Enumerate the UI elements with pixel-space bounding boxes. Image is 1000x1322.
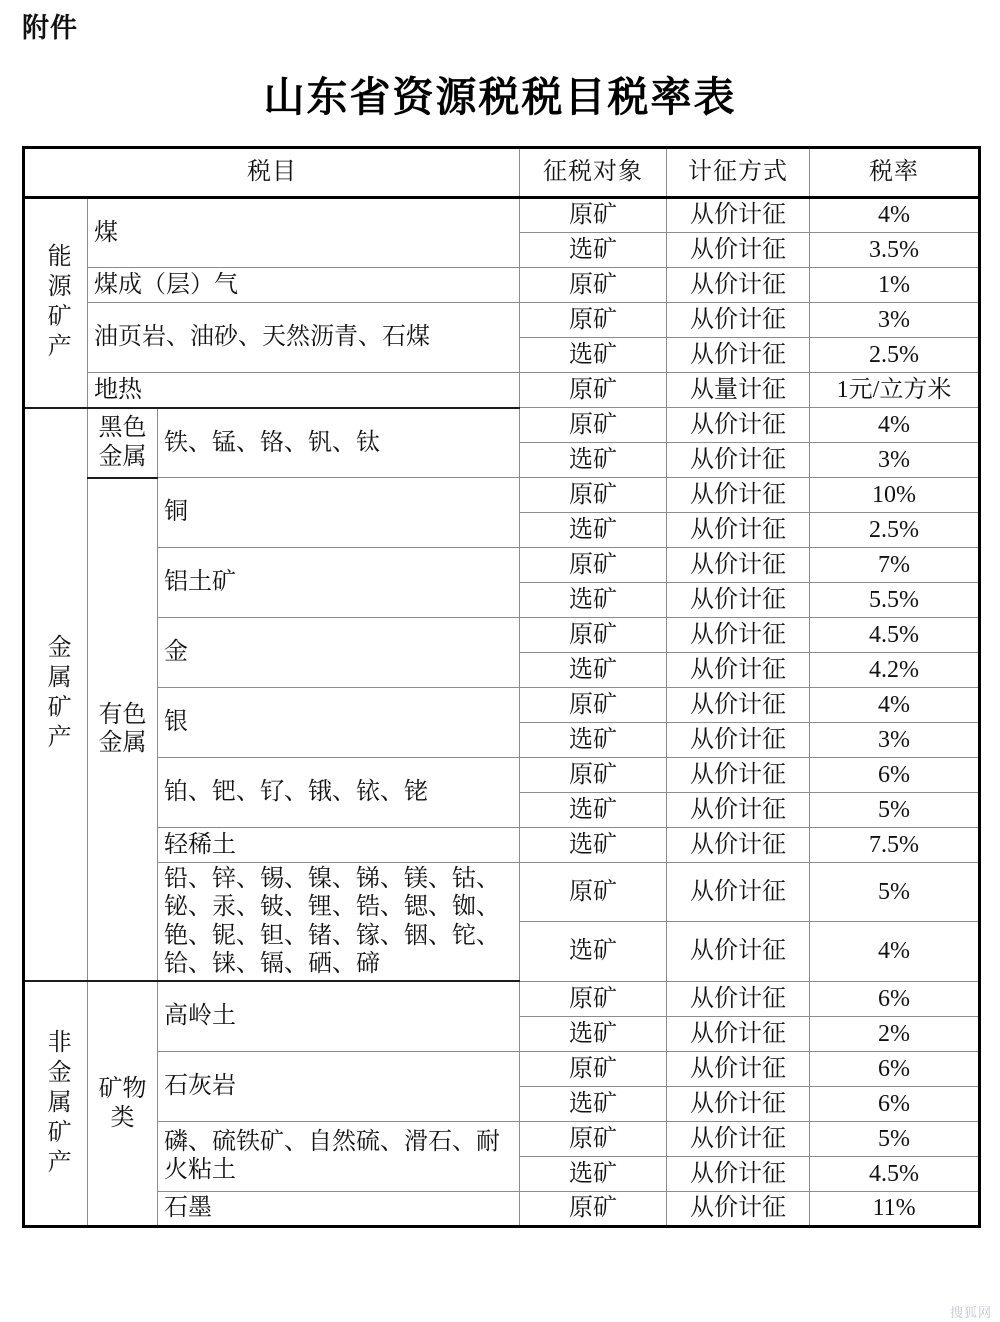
tax-object-cell: 原矿	[520, 618, 667, 653]
tax-rate-cell: 3%	[810, 723, 980, 758]
tax-rate-cell: 4%	[810, 408, 980, 443]
tax-rate-cell: 4%	[810, 688, 980, 723]
levy-method-cell: 从价计征	[667, 1191, 810, 1226]
tax-item-cell: 轻稀土	[158, 828, 520, 863]
category-cell: 能源矿产	[24, 198, 88, 408]
tax-item-cell: 铂、钯、钌、锇、铱、铑	[158, 758, 520, 828]
levy-method-cell: 从价计征	[667, 1121, 810, 1156]
levy-method-cell: 从价计征	[667, 723, 810, 758]
levy-method-cell: 从价计征	[667, 443, 810, 478]
site-watermark: 搜狐网	[949, 1306, 992, 1321]
tax-object-cell: 原矿	[520, 688, 667, 723]
tax-object-cell: 选矿	[520, 513, 667, 548]
tax-rate-cell: 5%	[810, 793, 980, 828]
tax-object-cell: 原矿	[520, 1051, 667, 1086]
tax-item-cell: 磷、硫铁矿、自然硫、滑石、耐火粘土	[158, 1121, 520, 1191]
tax-object-cell: 选矿	[520, 1016, 667, 1051]
levy-method-cell: 从价计征	[667, 303, 810, 338]
table-row	[24, 618, 980, 653]
tax-object-cell: 选矿	[520, 1156, 667, 1191]
levy-method-cell: 从价计征	[667, 1156, 810, 1191]
levy-method-cell: 从价计征	[667, 1051, 810, 1086]
tax-item-cell: 煤成（层）气	[88, 268, 520, 303]
levy-method-cell: 从价计征	[667, 758, 810, 793]
tax-item-cell: 金	[158, 618, 520, 688]
tax-rate-cell: 4.5%	[810, 1156, 980, 1191]
category-cell: 非金属矿产	[24, 981, 88, 1226]
tax-object-cell: 选矿	[520, 723, 667, 758]
levy-method-cell: 从价计征	[667, 688, 810, 723]
tax-object-cell: 选矿	[520, 793, 667, 828]
tax-item-cell: 铅、锌、锡、镍、锑、镁、钴、铋、汞、铍、锂、锆、锶、铷、铯、铌、钽、锗、镓、铟、铊、铪、铼、镉、硒、碲	[158, 863, 520, 982]
tax-rate-cell: 7%	[810, 548, 980, 583]
table-row	[24, 688, 980, 723]
subcategory-cell: 有色金属	[88, 478, 158, 982]
tax-rate-cell: 5%	[810, 1121, 980, 1156]
tax-rate-cell: 1元/立方米	[810, 373, 980, 408]
tax-object-cell: 原矿	[520, 981, 667, 1016]
levy-method-cell: 从价计征	[667, 981, 810, 1016]
levy-method-cell: 从价计征	[667, 793, 810, 828]
attachment-label: 附件	[22, 13, 78, 44]
levy-method-cell: 从价计征	[667, 548, 810, 583]
levy-method-cell: 从价计征	[667, 583, 810, 618]
levy-method-cell: 从价计征	[667, 1086, 810, 1121]
levy-method-cell: 从价计征	[667, 268, 810, 303]
levy-method-cell: 从价计征	[667, 828, 810, 863]
levy-method-cell: 从量计征	[667, 373, 810, 408]
tax-rate-cell: 6%	[810, 1051, 980, 1086]
header-tax-item: 税目	[24, 148, 520, 198]
tax-object-cell: 选矿	[520, 583, 667, 618]
tax-rate-cell: 4.5%	[810, 618, 980, 653]
table-row	[24, 863, 980, 922]
tax-rate-cell: 4%	[810, 198, 980, 233]
tax-object-cell: 选矿	[520, 233, 667, 268]
table-row	[24, 1051, 980, 1086]
levy-method-cell: 从价计征	[667, 618, 810, 653]
tax-rate-cell: 4.2%	[810, 653, 980, 688]
tax-rate-cell: 3%	[810, 303, 980, 338]
tax-object-cell: 原矿	[520, 478, 667, 513]
tax-object-cell: 原矿	[520, 268, 667, 303]
tax-item-cell: 银	[158, 688, 520, 758]
tax-object-cell: 原矿	[520, 758, 667, 793]
tax-rate-cell: 10%	[810, 478, 980, 513]
levy-method-cell: 从价计征	[667, 513, 810, 548]
levy-method-cell: 从价计征	[667, 1016, 810, 1051]
tax-object-cell: 选矿	[520, 443, 667, 478]
levy-method-cell: 从价计征	[667, 653, 810, 688]
table-row	[24, 758, 980, 793]
tax-item-cell: 高岭土	[158, 981, 520, 1051]
table-row	[24, 1121, 980, 1156]
tax-rate-table	[22, 146, 981, 1228]
tax-rate-cell: 1%	[810, 268, 980, 303]
tax-object-cell: 选矿	[520, 338, 667, 373]
tax-item-cell: 铁、锰、铬、钒、钛	[158, 408, 520, 478]
tax-rate-cell: 2.5%	[810, 338, 980, 373]
header-tax-rate: 税率	[810, 148, 980, 198]
tax-rate-cell: 2%	[810, 1016, 980, 1051]
tax-object-cell: 选矿	[520, 922, 667, 981]
tax-object-cell: 原矿	[520, 303, 667, 338]
levy-method-cell: 从价计征	[667, 922, 810, 981]
levy-method-cell: 从价计征	[667, 198, 810, 233]
subcategory-cell: 黑色金属	[88, 408, 158, 478]
table-row	[24, 303, 980, 338]
levy-method-cell: 从价计征	[667, 338, 810, 373]
tax-object-cell: 原矿	[520, 408, 667, 443]
tax-object-cell: 原矿	[520, 1191, 667, 1226]
tax-rate-cell: 3%	[810, 443, 980, 478]
table-row	[24, 828, 980, 863]
tax-rate-cell: 6%	[810, 981, 980, 1016]
tax-rate-cell: 2.5%	[810, 513, 980, 548]
levy-method-cell: 从价计征	[667, 233, 810, 268]
tax-rate-cell: 6%	[810, 1086, 980, 1121]
table-row	[24, 408, 980, 443]
table-row	[24, 478, 980, 513]
tax-rate-cell: 11%	[810, 1191, 980, 1226]
levy-method-cell: 从价计征	[667, 478, 810, 513]
table-header-row	[24, 148, 980, 198]
tax-object-cell: 原矿	[520, 548, 667, 583]
table-row	[24, 1191, 980, 1226]
tax-object-cell: 选矿	[520, 1086, 667, 1121]
tax-object-cell: 原矿	[520, 373, 667, 408]
tax-rate-cell: 5.5%	[810, 583, 980, 618]
table-row	[24, 548, 980, 583]
tax-rate-cell: 7.5%	[810, 828, 980, 863]
tax-item-cell: 煤	[88, 198, 520, 268]
category-cell: 金属矿产	[24, 408, 88, 982]
tax-item-cell: 地热	[88, 373, 520, 408]
tax-object-cell: 选矿	[520, 653, 667, 688]
table-row	[24, 268, 980, 303]
tax-object-cell: 原矿	[520, 198, 667, 233]
levy-method-cell: 从价计征	[667, 408, 810, 443]
table-row	[24, 198, 980, 233]
tax-rate-cell: 4%	[810, 922, 980, 981]
tax-item-cell: 铜	[158, 478, 520, 548]
tax-item-cell: 石墨	[158, 1191, 520, 1226]
table-row	[24, 981, 980, 1016]
subcategory-cell: 矿物类	[88, 981, 158, 1226]
tax-item-cell: 铝土矿	[158, 548, 520, 618]
tax-rate-cell: 3.5%	[810, 233, 980, 268]
header-levy-method: 计征方式	[667, 148, 810, 198]
levy-method-cell: 从价计征	[667, 863, 810, 922]
tax-rate-cell: 6%	[810, 758, 980, 793]
tax-rate-cell: 5%	[810, 863, 980, 922]
table-row	[24, 373, 980, 408]
tax-item-cell: 油页岩、油砂、天然沥青、石煤	[88, 303, 520, 373]
tax-object-cell: 原矿	[520, 1121, 667, 1156]
page-title: 山东省资源税税目税率表	[263, 73, 737, 121]
tax-object-cell: 原矿	[520, 863, 667, 922]
header-tax-object: 征税对象	[520, 148, 667, 198]
tax-object-cell: 选矿	[520, 828, 667, 863]
tax-item-cell: 石灰岩	[158, 1051, 520, 1121]
tax-rate-table-container	[22, 146, 978, 1228]
